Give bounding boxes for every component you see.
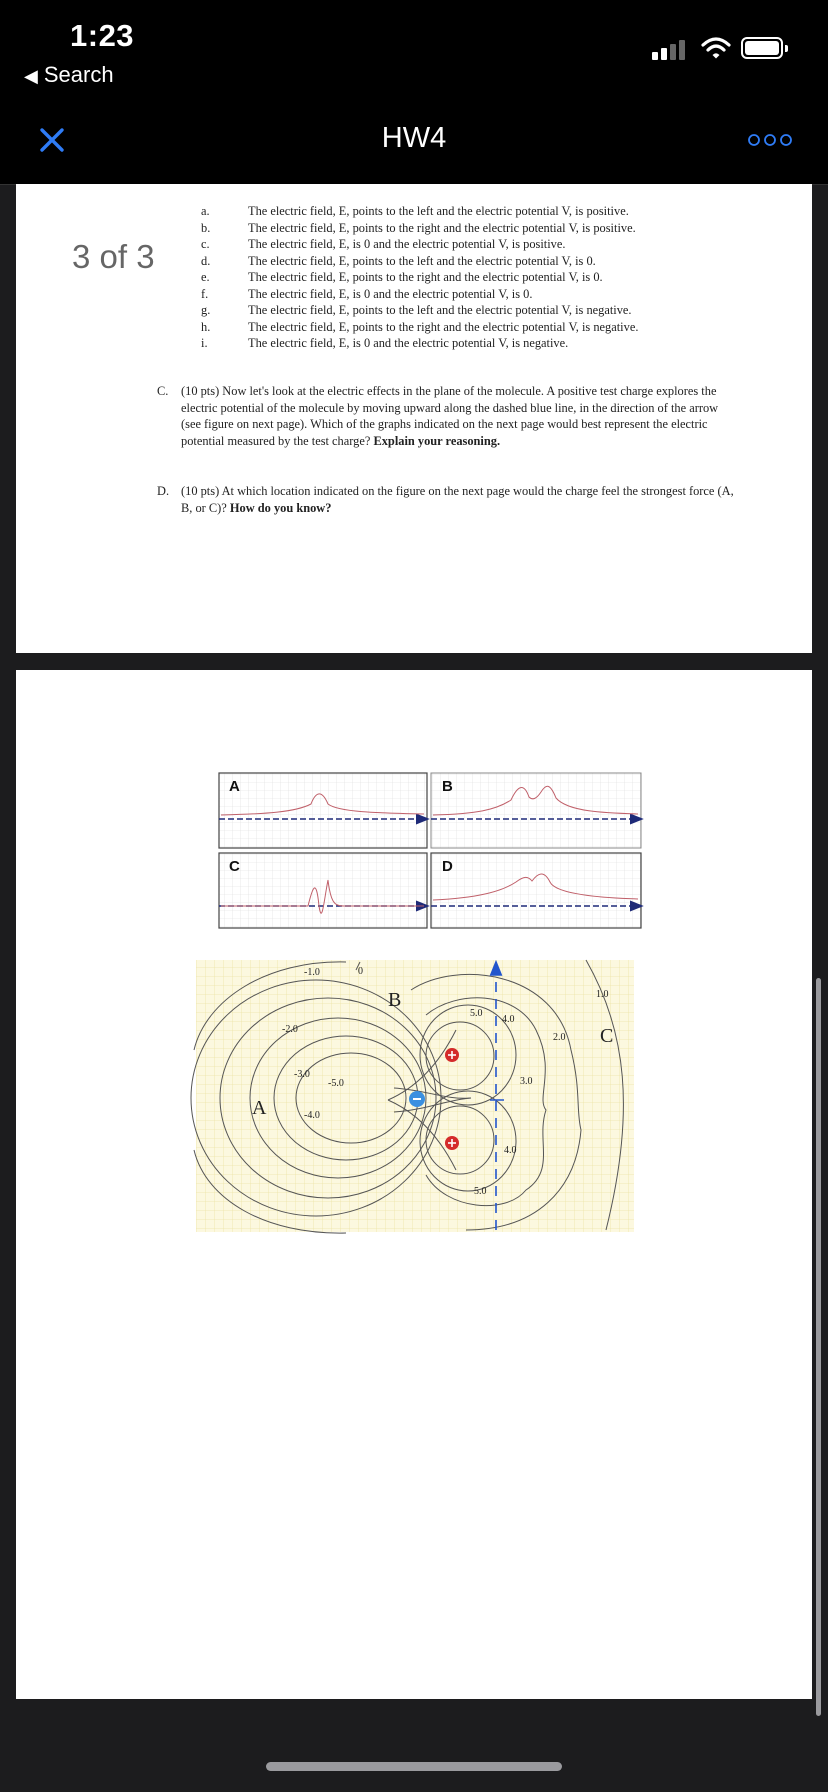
contour-label: 3.0 xyxy=(520,1076,533,1087)
graph-a-label: A xyxy=(229,778,240,795)
contour-label: 1.0 xyxy=(596,989,609,1000)
document-title: HW4 xyxy=(381,122,447,154)
graph-d-label: D xyxy=(442,858,453,875)
contour-label: 4.0 xyxy=(504,1145,517,1156)
option-c: c. The electric field, E, is 0 and the electric potential V, is positive. xyxy=(201,237,566,251)
scroll-indicator[interactable] xyxy=(816,978,821,1716)
contour-label: -3.0 xyxy=(294,1069,310,1080)
graph-b xyxy=(431,773,641,848)
contour-label: -5.0 xyxy=(328,1078,344,1089)
nav-bar xyxy=(0,100,828,185)
negative-charge-icon xyxy=(409,1091,425,1107)
contour-label: 4.0 xyxy=(502,1014,515,1025)
back-triangle-icon: ◀ xyxy=(24,66,38,86)
back-to-search-button[interactable] xyxy=(24,62,114,88)
document-page-3 xyxy=(16,670,812,1699)
battery-icon xyxy=(741,37,783,59)
question-c: C. (10 pts) Now let's look at the electric effects in the plane of the molecule. A positive test charge explores the electric potential of the molecule by moving upward along the dashed blue line, in the direction of the arrow (see figure on next page). Which of the graphs indicated on the next page would best represent the electric potential measured by the test charge? Explain your reasoning. xyxy=(157,384,719,448)
status-bar xyxy=(0,0,828,100)
wifi-icon xyxy=(701,36,731,60)
contour-label: 0 xyxy=(358,966,363,977)
graph-b-label: B xyxy=(442,778,453,795)
cellular-signal-icon xyxy=(652,38,688,60)
contour-label: -2.0 xyxy=(282,1024,298,1035)
contour-label: 2.0 xyxy=(553,1032,566,1043)
home-indicator[interactable] xyxy=(266,1762,562,1771)
point-b-label: B xyxy=(388,989,402,1011)
figure-page xyxy=(16,670,812,1699)
graph-c xyxy=(219,853,427,928)
contour-label: -1.0 xyxy=(304,967,320,978)
status-time: 1:23 xyxy=(70,18,135,53)
question-d: D. (10 pts) At which location indicated on the figure on the next page would the charge feel the strongest force (A, B, or C)? How do you know? xyxy=(157,484,734,515)
more-options-icon[interactable] xyxy=(746,130,796,150)
contour-label: 5.0 xyxy=(470,1008,483,1019)
positive-charge-icon xyxy=(445,1136,459,1150)
back-search-label: Search xyxy=(43,62,114,87)
contour-map xyxy=(191,960,634,1233)
page-indicator: 3 of 3 xyxy=(72,238,155,275)
point-a-label: A xyxy=(252,1097,267,1119)
graph-c-label: C xyxy=(229,858,240,875)
graph-d xyxy=(431,853,641,928)
option-f: f. The electric field, E, is 0 and the electric potential V, is 0. xyxy=(201,286,533,301)
positive-charge-icon xyxy=(445,1048,459,1062)
option-d: d. The electric field, E, points to the left and the electric potential V, is 0. xyxy=(201,253,596,268)
option-b: b. The electric field, E, points to the right and the electric potential V, is positive. xyxy=(201,220,636,235)
point-c-label: C xyxy=(600,1025,614,1047)
option-g: g. The electric field, E, points to the left and the electric potential V, is negative. xyxy=(201,303,632,317)
option-h: h. The electric field, E, points to the right and the electric potential V, is negative. xyxy=(201,319,639,334)
option-i: i. The electric field, E, is 0 and the electric potential V, is negative. xyxy=(201,336,569,350)
option-a: a. The electric field, E, points to the left and the electric potential V, is positive. xyxy=(201,204,629,218)
contour-label: -4.0 xyxy=(304,1110,320,1121)
answer-options xyxy=(201,203,761,352)
contour-label: 5.0 xyxy=(474,1186,487,1197)
option-e: e. The electric field, E, points to the right and the electric potential V, is 0. xyxy=(201,270,603,284)
graph-a xyxy=(219,773,427,848)
